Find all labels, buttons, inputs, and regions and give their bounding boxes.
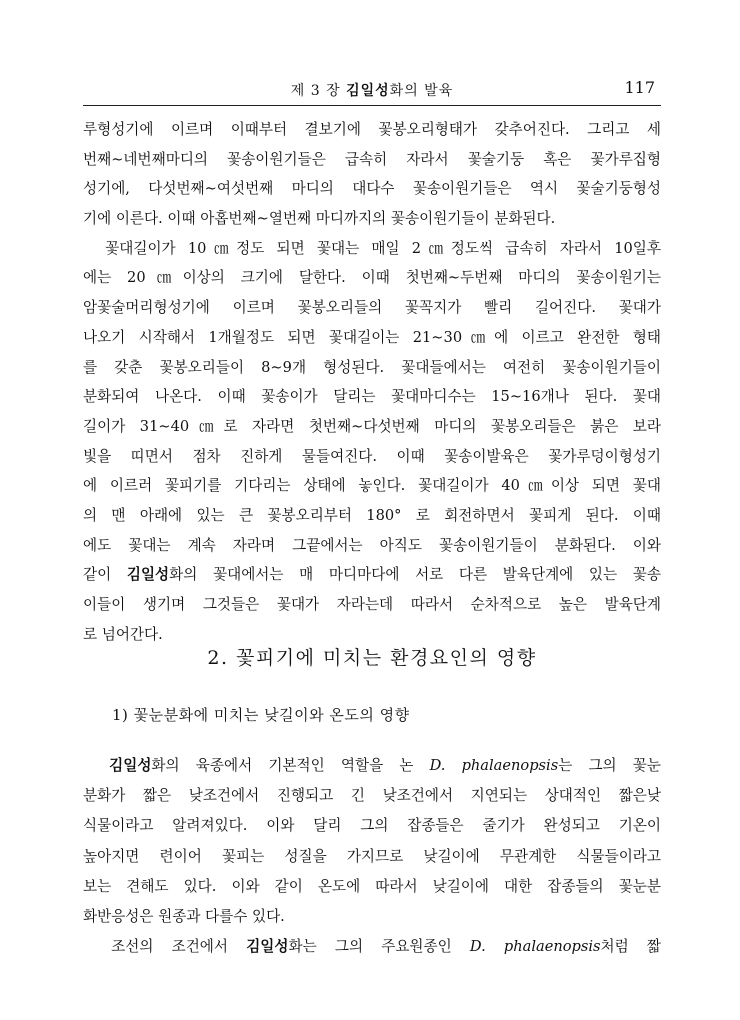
species-name: D. phalaenopsis bbox=[469, 938, 601, 956]
text-line bbox=[83, 811, 661, 841]
text-line bbox=[83, 590, 661, 620]
text-run: 이들이 생기며 그것들은 꽃대가 자라는데 따라서 순차적으로 높은 발육단계 bbox=[83, 596, 661, 613]
text-run: 성기에, 다섯번째∼여섯번째 마디의 대다수 꽃송이원기들은 역시 꽃술기둥형성 bbox=[83, 180, 661, 198]
text-line bbox=[83, 412, 661, 442]
text-run: 조선의 조건에서 bbox=[83, 938, 247, 956]
text-run: 길이가 31∼40㎝로 자라면 첫번째∼다섯번째 마디의 꽃봉오리들은 붉은 보라 bbox=[83, 417, 661, 435]
section2-body bbox=[83, 751, 661, 962]
text-run bbox=[83, 757, 109, 774]
text-run: 나오기 시작해서 1개월정도 되면 꽃대길이는 21∼30㎝에 이르고 완전한 형태 bbox=[83, 328, 661, 346]
text-run: 분화가 짧은 낮조건에서 진행되고 긴 낮조건에서 지연되는 상대적인 짧은낮 bbox=[83, 787, 661, 805]
text-line bbox=[83, 902, 661, 932]
text-line bbox=[83, 872, 661, 902]
text-run: 화의 꽃대에서는 매 마디마다에 서로 다른 발육단계에 있는 꽃송 bbox=[169, 566, 661, 584]
page-number: 117 bbox=[624, 78, 655, 97]
text-run: 분화되여 나온다. 이때 꽃송이가 달리는 꽃대마디수는 15∼16개나 된다. 꽃대 bbox=[83, 388, 661, 406]
text-run: 에는 20㎝이상의 크기에 달한다. 이때 첫번째∼두번째 마디의 꽃송이원기는 bbox=[83, 269, 661, 287]
bold-name: 김일성 bbox=[109, 757, 152, 774]
chapter-prefix: 제 3 장 bbox=[290, 83, 347, 99]
text-line bbox=[83, 932, 661, 962]
text-line bbox=[83, 531, 661, 561]
bold-name: 김일성 bbox=[126, 566, 170, 584]
chapter-title bbox=[83, 80, 661, 100]
text-line bbox=[83, 781, 661, 811]
section-heading: 2. 꽃피기에 미치는 환경요인의 영향 bbox=[207, 647, 537, 669]
text-run: 꽃대길이가 10㎝정도 되면 꽃대는 매일 2㎝정도씩 급속히 자라서 10일후 bbox=[83, 239, 661, 257]
chapter-name: 김일성 bbox=[346, 83, 390, 99]
text-run: 번째∼네번째마디의 꽃송이원기들은 급속히 자라서 꽃술기둥 혹은 꽃가루집형 bbox=[83, 150, 661, 168]
text-line bbox=[83, 751, 661, 781]
text-run: 높아지면 련이어 꽃피는 성질을 가지므로 낮길이에 무관계한 식물들이라고 bbox=[83, 847, 661, 865]
text-line bbox=[83, 501, 661, 531]
text-run: 를 갖춘 꽃봉오리들이 8∼9개 형성된다. 꽃대들에서는 여전히 꽃송이원기들이 bbox=[83, 358, 661, 376]
text-line bbox=[83, 323, 661, 353]
text-run: 화는 그의 주요원종인 bbox=[288, 938, 470, 956]
text-line bbox=[83, 234, 661, 264]
bold-name: 김일성 bbox=[246, 938, 289, 956]
species-name: D. phalaenopsis bbox=[429, 757, 559, 774]
text-run: 빛을 띠면서 점차 진하게 물들여진다. 이때 꽃송이발육은 꽃가루덩이형성기 bbox=[83, 447, 661, 465]
header-rule bbox=[83, 105, 661, 106]
text-run: 기에 이른다. 이때 아홉번째∼열번째 마디까지의 꽃송이원기들이 분화된다. bbox=[83, 210, 556, 228]
chapter-suffix: 화의 발육 bbox=[389, 83, 454, 99]
text-run: 화의 육종에서 기본적인 역할을 논 bbox=[151, 757, 430, 774]
text-line bbox=[83, 382, 661, 412]
subsection-heading: 1) 꽃눈분화에 미치는 낮길이와 온도의 영향 bbox=[112, 706, 410, 724]
text-run: 같이 bbox=[83, 566, 127, 584]
text-line bbox=[83, 263, 661, 293]
text-line bbox=[83, 842, 661, 872]
text-line bbox=[83, 353, 661, 383]
text-line bbox=[83, 471, 661, 501]
text-line bbox=[83, 145, 661, 175]
text-line bbox=[83, 115, 661, 145]
text-run: 처럼 짧 bbox=[600, 938, 661, 956]
text-run: 루형성기에 이르며 이때부터 결보기에 꽃봉오리형태가 갖추어진다. 그리고 세 bbox=[83, 121, 661, 138]
text-run: 암꽃술머리형성기에 이르며 꽃봉오리들의 꽃꼭지가 빨리 길어진다. 꽃대가 bbox=[83, 299, 661, 317]
running-header bbox=[83, 78, 661, 104]
section1-body bbox=[83, 115, 661, 649]
text-run: 의 맨 아래에 있는 큰 꽃봉오리부터 180° 로 회전하면서 꽃피게 된다. 이때 bbox=[83, 506, 661, 524]
text-line bbox=[83, 560, 661, 590]
text-line bbox=[83, 293, 661, 323]
text-line bbox=[83, 204, 661, 234]
text-line bbox=[83, 174, 661, 204]
text-run: 화반응성은 원종과 다를수 있다. bbox=[83, 907, 285, 925]
text-run: 식물이라고 알려져있다. 이와 달리 그의 잡종들은 줄기가 완성되고 기온이 bbox=[83, 817, 661, 835]
text-line bbox=[83, 442, 661, 472]
text-run: 에도 꽃대는 계속 자라며 그끝에서는 아직도 꽃송이원기들이 분화된다. 이와 bbox=[83, 536, 661, 554]
text-run: 로 넘어간다. bbox=[83, 625, 163, 643]
text-run: 는 그의 꽃눈 bbox=[558, 757, 661, 774]
text-run: 에 이르러 꽃피기를 기다리는 상태에 놓인다. 꽃대길이가 40㎝이상 되면 꽃대 bbox=[83, 477, 661, 495]
text-run: 보는 견해도 있다. 이와 같이 온도에 따라서 낮길이에 대한 잡종들의 꽃눈분 bbox=[83, 877, 661, 895]
